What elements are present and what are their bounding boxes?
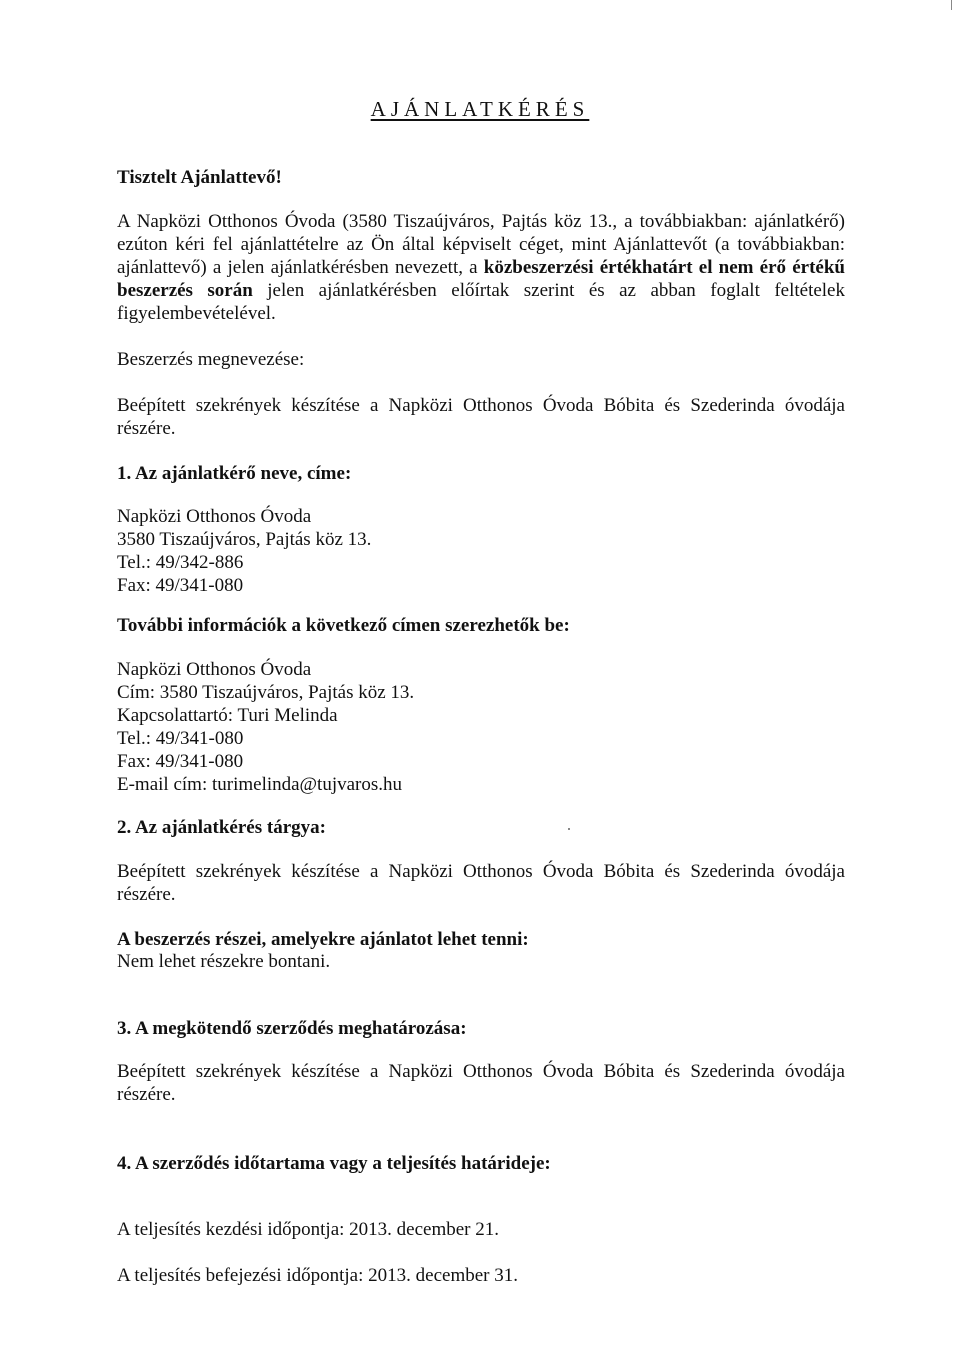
start-date: A teljesítés kezdési időpontja: 2013. december 21.: [117, 1219, 500, 1240]
document-title: AJÁNLATKÉRÉS: [370, 97, 590, 121]
greeting: Tisztelt Ajánlattevő!: [117, 167, 282, 188]
info-line: Fax: 49/341-080: [117, 751, 244, 772]
section-2-heading: 2. Az ajánlatkérés tárgya:: [117, 817, 326, 838]
procurement-name-label: Beszerzés megnevezése:: [117, 349, 305, 370]
section-3-text: Beépített szekrények készítése a Napközi Otthonos Óvoda Bóbita és Szederinda óvodája részére.: [117, 1061, 845, 1105]
section-1-heading: 1. Az ajánlatkérő neve, címe:: [117, 463, 352, 484]
info-line: Cím: 3580 Tiszaújváros, Pajtás köz 13.: [117, 682, 415, 703]
intro-paragraph: [117, 210, 845, 325]
section-3-heading: 3. A megkötendő szerződés meghatározása:: [117, 1018, 467, 1039]
contact-line: Fax: 49/341-080: [117, 575, 244, 596]
contact-line: 3580 Tiszaújváros, Pajtás köz 13.: [117, 529, 372, 550]
section-2-text: Beépített szekrények készítése a Napközi Otthonos Óvoda Bóbita és Szederinda óvodája részére.: [117, 861, 845, 905]
intro-bold-text: közbeszerzési értékhatárt el nem érő értékű beszerzés során: [117, 257, 845, 301]
info-line: Napközi Otthonos Óvoda: [117, 659, 312, 680]
end-date: A teljesítés befejezési időpontja: 2013. december 31.: [117, 1265, 518, 1286]
intro-text-2: jelen ajánlatkérésben előírtak szerint és az abban foglalt feltételek figyelembevételével.: [117, 280, 845, 324]
parts-text: Nem lehet részekre bontani.: [117, 951, 331, 972]
contact-line: Napközi Otthonos Óvoda: [117, 506, 312, 527]
parts-heading: A beszerzés részei, amelyekre ajánlatot lehet tenni:: [117, 929, 529, 950]
section-4-heading: 4. A szerződés időtartama vagy a teljesítés határideje:: [117, 1153, 551, 1174]
contact-line: Tel.: 49/342-886: [117, 552, 244, 573]
intro-text-1: A Napközi Otthonos Óvoda (3580 Tiszaújváros, Pajtás köz 13., a továbbiakban: ajánlatkérő) ezúton kéri fel ajánlattételre az Ön által képviselt céget, mint Ajánlattevőt (a továbbiakban: ajánlattevő) a jelen ajánlatkérésben nevezett, a: [117, 211, 845, 278]
info-block: [117, 658, 845, 796]
email-line: E-mail cím: turimelinda@tujvaros.hu: [117, 774, 403, 795]
scan-edge-mark: [951, 0, 952, 10]
info-line: Kapcsolattartó: Turi Melinda: [117, 705, 338, 726]
scan-speck: [568, 828, 570, 830]
info-line: Tel.: 49/341-080: [117, 728, 244, 749]
procurement-name: Beépített szekrények készítése a Napközi Otthonos Óvoda Bóbita és Szederinda óvodája részére.: [117, 395, 845, 439]
contact-block: [117, 505, 845, 597]
info-heading: További információk a következő címen szerezhetők be:: [117, 615, 570, 636]
